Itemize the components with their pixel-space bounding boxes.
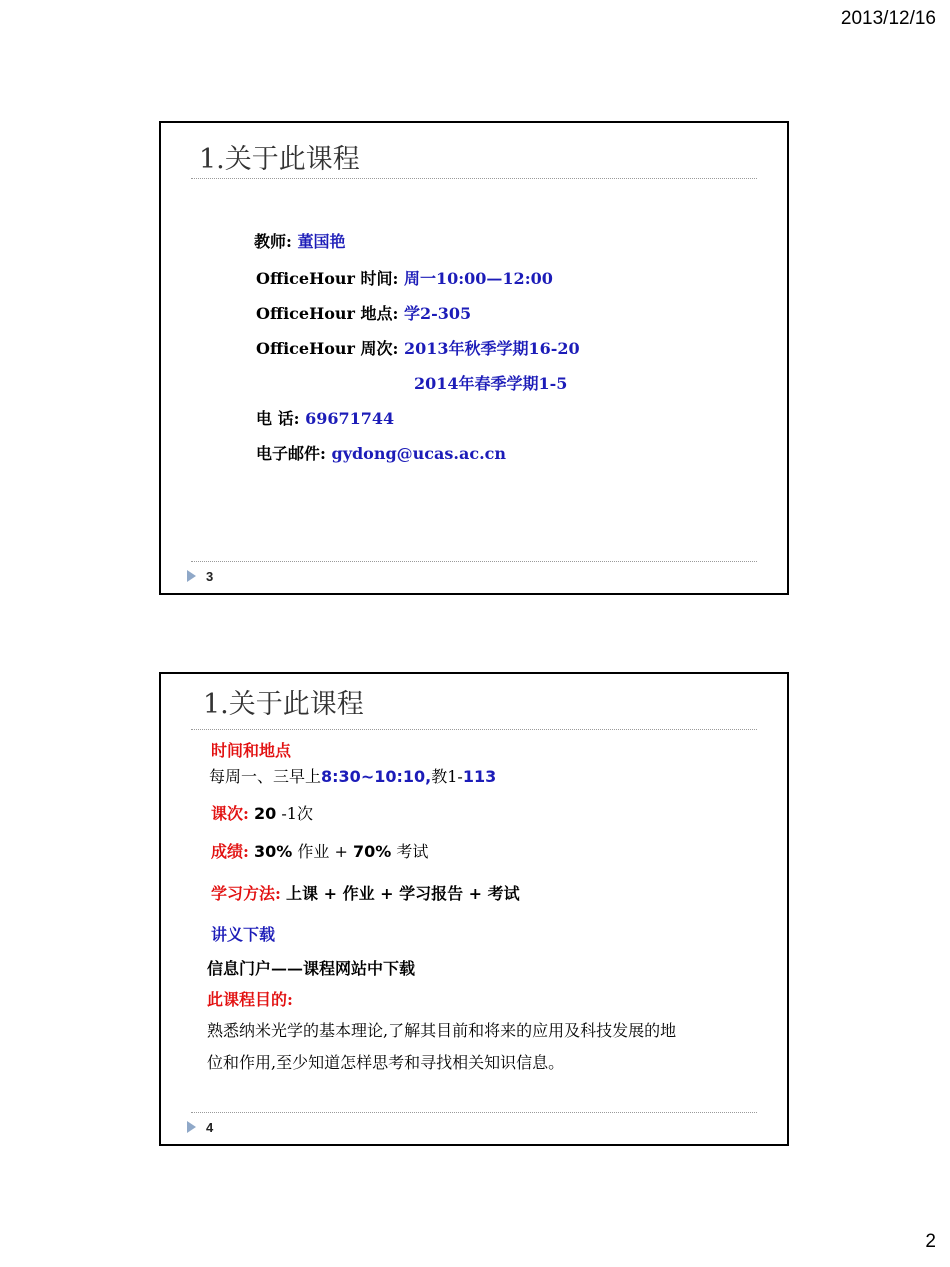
schedule-room: 113	[462, 767, 497, 786]
grade-hw: 作业	[297, 842, 330, 861]
teacher-line	[254, 229, 346, 252]
email-label: 电子邮件:	[256, 444, 326, 463]
method-value: 上课 + 作业 + 学习报告 + 考试	[286, 884, 520, 903]
office-weeks-value-2: 2014年春季学期1-5	[414, 374, 568, 393]
office-time-line	[256, 266, 553, 289]
grade-exam-pct: 70%	[353, 842, 392, 861]
footer-divider	[191, 1112, 757, 1113]
office-place-label: OfficeHour 地点:	[256, 304, 399, 323]
grade-exam: 考试	[396, 842, 429, 861]
email-line	[256, 441, 506, 464]
slide-number: 4	[206, 1120, 214, 1135]
footer-triangle-icon	[187, 570, 196, 582]
grade-label: 成绩:	[211, 842, 249, 861]
class-count-label: 课次:	[211, 804, 249, 823]
schedule-room-prefix: 教1-	[431, 767, 463, 786]
office-weeks-line	[256, 336, 580, 359]
phone-line	[256, 406, 394, 429]
office-time-label: OfficeHour 时间:	[256, 269, 399, 288]
grade-line	[211, 839, 428, 862]
slide-thumbnail-4	[159, 672, 789, 1146]
office-weeks-value-1: 2013年秋季学期16-20	[403, 339, 580, 358]
download-heading: 讲义下载	[211, 925, 276, 944]
title-divider	[191, 178, 757, 179]
office-weeks-label: OfficeHour 周次:	[256, 339, 399, 358]
schedule-prefix: 每周一、三早上	[209, 767, 322, 786]
teacher-name: 董国艳	[297, 232, 346, 251]
schedule-time: 8:30~10:10,	[321, 767, 432, 786]
phone-value: 69671744	[305, 409, 395, 428]
method-label: 学习方法:	[211, 884, 281, 903]
download-path: 信息门户——课程网站中下载	[207, 959, 416, 978]
slide-thumbnail-3	[159, 121, 789, 595]
class-count-line	[211, 801, 313, 824]
class-count-suffix: -1次	[281, 804, 313, 823]
purpose-heading: 此课程目的:	[207, 990, 293, 1009]
page-number: 2	[925, 1231, 936, 1252]
grade-hw-pct: 30%	[254, 842, 293, 861]
phone-label: 电 话:	[256, 409, 300, 428]
schedule-line	[209, 764, 496, 787]
time-place-heading: 时间和地点	[211, 741, 292, 760]
slide-number: 3	[206, 569, 214, 584]
office-time-value: 周一10:00—12:00	[403, 269, 553, 288]
teacher-label: 教师:	[254, 232, 292, 251]
office-place-value: 学2-305	[403, 304, 472, 323]
footer-triangle-icon	[187, 1121, 196, 1133]
email-value: gydong@ucas.ac.cn	[331, 444, 507, 463]
slide-title: 1.关于此课程	[199, 144, 360, 175]
class-count-value: 20	[254, 804, 277, 823]
grade-plus: +	[334, 842, 348, 861]
slide-title: 1.关于此课程	[203, 689, 364, 720]
method-line	[211, 881, 520, 904]
title-divider	[191, 729, 757, 730]
footer-divider	[191, 561, 757, 562]
office-place-line	[256, 301, 471, 324]
purpose-line-1: 熟悉纳米光学的基本理论,了解其目前和将来的应用及科技发展的地	[207, 1021, 677, 1040]
purpose-line-2: 位和作用,至少知道怎样思考和寻找相关知识信息。	[207, 1053, 565, 1072]
page-date: 2013/12/16	[840, 8, 936, 29]
